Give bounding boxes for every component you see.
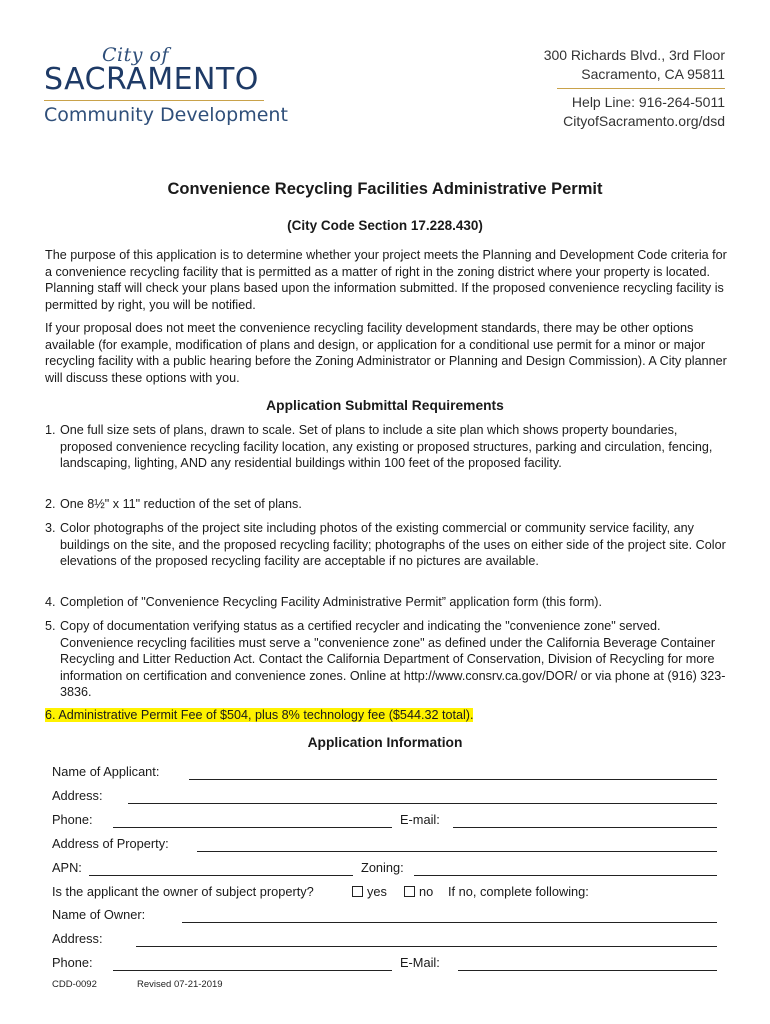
owner-name-field[interactable] (182, 922, 717, 923)
applicant-address-field[interactable] (128, 803, 717, 804)
apn-label: APN: (52, 860, 82, 875)
requirement-number: 1. (45, 423, 56, 437)
owner-email-label: E-Mail: (400, 955, 440, 970)
fee-highlight (45, 708, 473, 722)
intro-paragraph-1: The purpose of this application is to determine whether your project meets the Planning and Development Code criteria for a convenience recycling facility that is permitted as a matter of right in the zoning district where your property is located. Planning staff will check your plans based upon the information submitted. If the proposed convenience recycling facility is permitted by right, you will be notified. (45, 248, 727, 312)
website: CityofSacramento.org/dsd (563, 113, 725, 129)
address-line-2: Sacramento, CA 95811 (581, 66, 725, 82)
owner-address-row (52, 931, 717, 949)
owner-address-label: Address: (52, 931, 103, 946)
requirement-text: Administrative Permit Fee of $504, plus 8% technology fee ($544.32 total). (58, 708, 474, 722)
requirement-number: 4. (45, 595, 56, 609)
owner-phone-field[interactable] (113, 970, 392, 971)
requirement-number: 6. (45, 708, 56, 722)
address-divider (557, 88, 725, 89)
application-info-heading: Application Information (307, 735, 463, 750)
apn-field[interactable] (89, 875, 353, 876)
owner-question-label: Is the applicant the owner of subject property? (52, 884, 314, 899)
yes-label: yes (367, 884, 387, 899)
requirement-item (45, 422, 730, 472)
page-subtitle: (City Code Section 17.228.430) (287, 218, 483, 233)
requirement-text: One full size sets of plans, drawn to scale. Set of plans to include a site plan which shows property boundaries, proposed convenience recycling facility location, any existing or proposed structures, parking and circulation, fencing, landscaping, lighting, AND any residential buildings within 100 feet of the proposed facility. (60, 423, 713, 470)
apn-zoning-row (52, 860, 717, 878)
intro-paragraph-2: If your proposal does not meet the convenience recycling facility development standards, there may be other options available (for example, modification of plans and design, or application for a conditional use permit for a minor or major recycling facility with a public hearing before the Zoning Administrator or Planning and Design Commission). A City planner will discuss these options with you. (45, 321, 727, 385)
applicant-name-label: Name of Applicant: (52, 764, 160, 779)
owner-name-label: Name of Owner: (52, 907, 146, 922)
requirement-number: 2. (45, 497, 56, 511)
requirement-item (45, 496, 730, 513)
applicant-phone-field[interactable] (113, 827, 392, 828)
requirement-item (45, 594, 730, 611)
owner-contact-row (52, 955, 717, 973)
address-line-1: 300 Richards Blvd., 3rd Floor (543, 47, 725, 63)
owner-question-row (52, 884, 717, 902)
requirement-text: Color photographs of the project site including photos of the existing commercial or community service facility, any buildings on the site, and the proposed recycling facility; photographs of the uses on either side of the project site. Color elevations of the proposed recycling facility are acceptable if no pictures are available. (60, 521, 726, 568)
property-address-row (52, 836, 717, 854)
requirement-text: One 8½" x 11" reduction of the set of plans. (60, 497, 302, 511)
logo-community-development: Community Development (44, 104, 288, 126)
no-checkbox[interactable] (404, 886, 415, 897)
logo-sacramento: SACRAMENTO (44, 62, 259, 97)
applicant-email-label: E-mail: (400, 812, 440, 827)
owner-email-field[interactable] (458, 970, 717, 971)
if-no-instruction: If no, complete following: (448, 884, 589, 899)
owner-yes-option[interactable] (352, 884, 387, 899)
requirement-text: Copy of documentation verifying status as a certified recycler and indicating the "convenience zone" served. Convenience recycling facilities must serve a "convenience zone" as defined under the California Beverage Container Recycling and Litter Reduction Act. Contact the California Department of Conservation, Division of Recycling for more information on certification and convenience zones. Online at http://www.consrv.ca.gov/DOR/ or via phone at (916) 323-3836. (60, 619, 726, 699)
applicant-contact-row (52, 812, 717, 830)
applicant-phone-label: Phone: (52, 812, 93, 827)
applicant-address-label: Address: (52, 788, 103, 803)
yes-checkbox[interactable] (352, 886, 363, 897)
contact-info (563, 93, 725, 131)
logo-city-of: City of (102, 44, 169, 66)
requirements-heading: Application Submittal Requirements (266, 398, 504, 413)
revision-date: Revised 07-21-2019 (137, 979, 223, 990)
owner-no-option[interactable] (404, 884, 433, 899)
requirement-text: Completion of "Convenience Recycling Facility Administrative Permit” application form (this form). (60, 595, 602, 609)
help-line: Help Line: 916-264-5011 (571, 94, 725, 110)
office-address (544, 46, 725, 84)
property-address-label: Address of Property: (52, 836, 169, 851)
requirement-item-fee (45, 707, 730, 724)
zoning-label: Zoning: (361, 860, 404, 875)
applicant-address-row (52, 788, 717, 806)
owner-address-field[interactable] (136, 946, 717, 947)
applicant-name-field[interactable] (189, 779, 717, 780)
applicant-name-row (52, 764, 717, 782)
logo-divider (44, 100, 264, 101)
owner-phone-label: Phone: (52, 955, 93, 970)
requirement-number: 3. (45, 521, 56, 535)
applicant-email-field[interactable] (453, 827, 717, 828)
requirement-item (45, 520, 730, 570)
owner-name-row (52, 907, 717, 925)
requirement-item (45, 618, 730, 701)
property-address-field[interactable] (197, 851, 717, 852)
zoning-field[interactable] (414, 875, 717, 876)
no-label: no (419, 884, 434, 899)
form-id: CDD-0092 (52, 979, 97, 990)
page-title: Convenience Recycling Facilities Administrative Permit (167, 180, 603, 198)
requirement-number: 5. (45, 619, 56, 633)
